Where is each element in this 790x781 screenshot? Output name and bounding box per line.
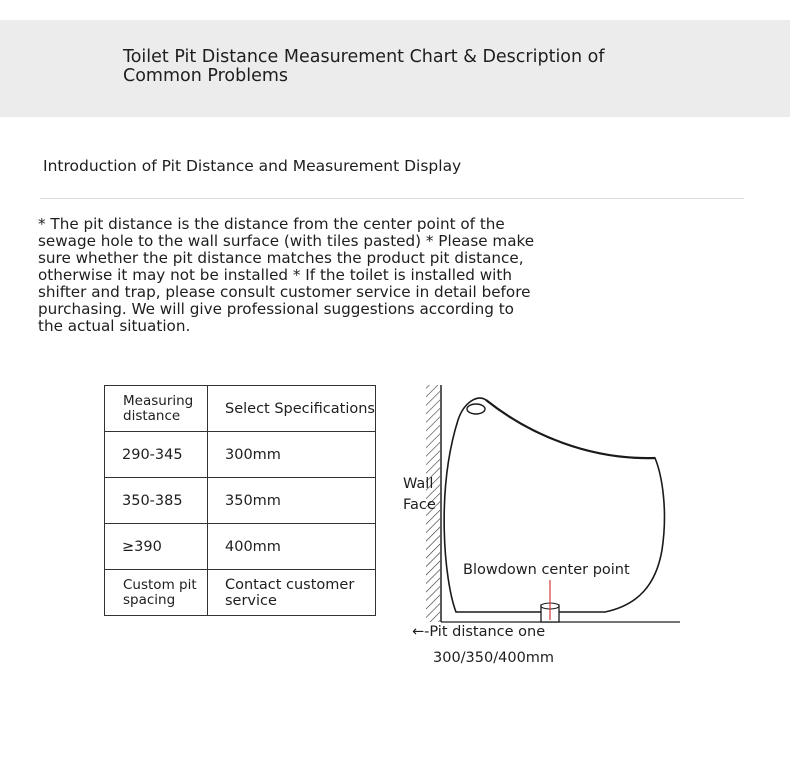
table-row: [105, 570, 376, 616]
pit-distance-label: ←-Pit distance one: [412, 624, 546, 640]
flush-button-icon: [467, 404, 485, 414]
toilet-body: [444, 398, 664, 612]
pit-distance-table: [104, 385, 376, 616]
table-cell-spec: [208, 570, 376, 616]
table-row: [105, 478, 376, 524]
table-row: [105, 432, 376, 478]
description-text: * The pit distance is the distance from the center point of the sewage hole to the wall surface (with tiles pasted) * Please make sure whether the pit distance matches the product pit distance, otherwise it may not be installed * If the toilet is installed with shifter and trap, please consult customer service in detail before purchasing. We will give professional suggestions according to the actual situation.: [38, 215, 535, 335]
table-header-measuring-distance: Measuring distance: [105, 386, 208, 432]
blowdown-center-label: Blowdown center point: [463, 562, 630, 578]
table-cell-spec: 350mm: [208, 478, 376, 524]
section-title: Introduction of Pit Distance and Measurement Display: [43, 157, 462, 175]
table-cell-distance: ≥390: [105, 524, 208, 570]
table-cell-spec-text: Contact customer service: [225, 576, 355, 609]
table-header-row: [105, 386, 376, 432]
wall-label: Wall: [403, 476, 434, 492]
toilet-diagram: [400, 380, 790, 680]
table-cell-distance: Custom pit spacing: [105, 570, 208, 616]
face-label: Face: [403, 497, 436, 513]
section-divider: [40, 198, 744, 199]
table-cell-distance: 290-345: [105, 432, 208, 478]
pit-distance-values: 300/350/400mm: [433, 650, 555, 666]
header-banner: [0, 20, 790, 117]
table-cell-distance: 350-385: [105, 478, 208, 524]
table-row: [105, 524, 376, 570]
table-header-select-specifications: Select Specifications: [208, 386, 376, 432]
table-cell-spec: 400mm: [208, 524, 376, 570]
page-title: Toilet Pit Distance Measurement Chart & Description of Common Problems: [123, 47, 605, 86]
table-cell-spec: 300mm: [208, 432, 376, 478]
